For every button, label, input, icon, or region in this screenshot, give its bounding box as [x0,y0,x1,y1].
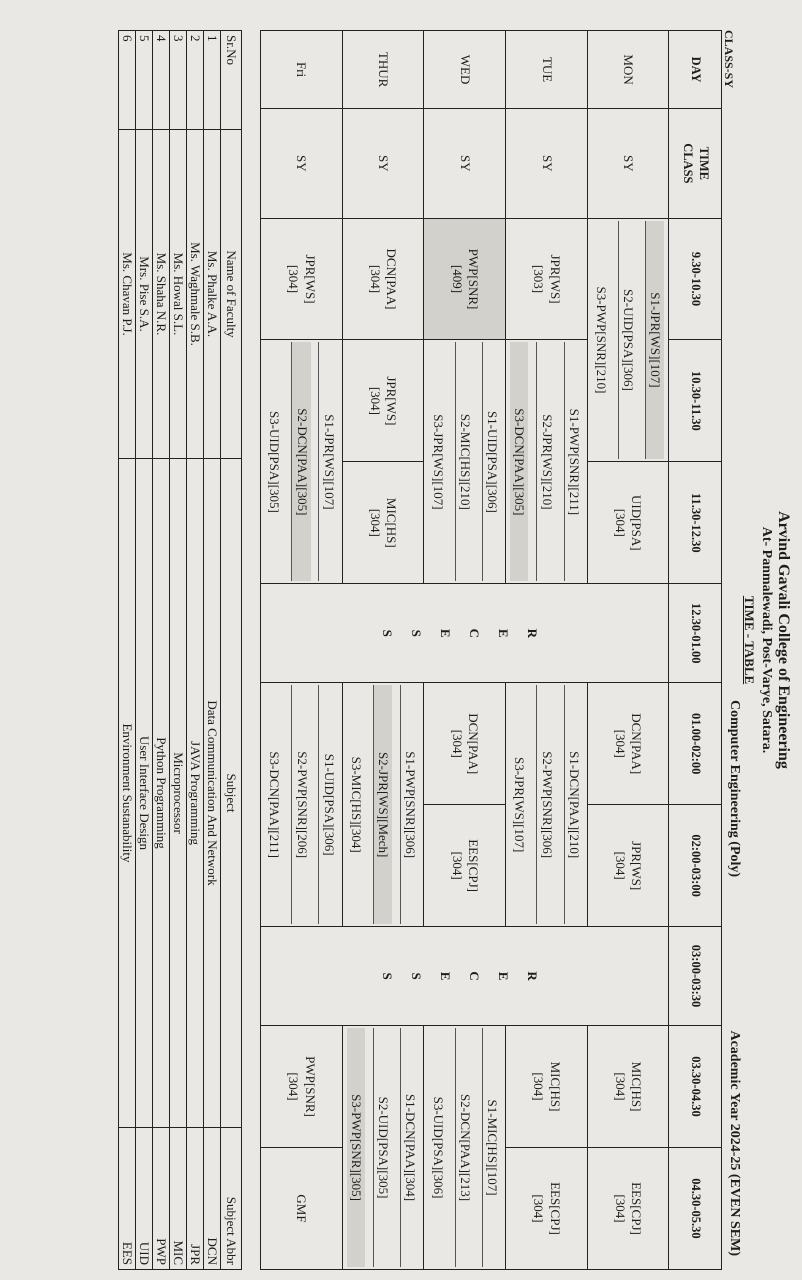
lecture-cell [261,340,343,584]
subject-name: Environment Sustanability [119,459,136,1128]
faculty-name: Ms. Shaha N.R. [153,130,170,459]
slot-header: 12.30-01.00 [669,584,722,683]
recess-letter: E [438,628,454,638]
batch-entry: S1-MIC[HS][107] [482,1028,501,1267]
lecture-cell [342,1026,424,1270]
class-cell: SY [587,109,669,218]
college-name: Arvind Gavali College of Engineering [775,511,792,769]
slot-header: 04.30-05.30 [669,1147,722,1269]
subject-code: JPR[WS] [629,841,645,891]
faculty-name: Ms. Phalke A.A. [204,130,221,459]
lecture-cell [587,1147,669,1269]
timetable-header-row [669,31,722,1270]
recess-letter: R [525,971,541,981]
col-header: Subject [221,459,242,1128]
day-cell: THUR [342,31,424,109]
faculty-row [204,31,221,1270]
faculty-name: Ms. Waghmale S.B. [187,130,204,459]
lecture-cell [342,218,424,340]
faculty-name: Ms. Howal S.L. [170,130,187,459]
subject-code: JPR[WS] [302,254,318,304]
batch-entry: S2-UID[PSA][306] [618,221,637,460]
lecture-cell [506,1147,588,1269]
recess-letter: E [438,971,454,981]
lecture-cell [587,218,669,462]
subject-code: MIC[HS] [384,497,400,548]
subject-code: DCN[PAA] [466,713,482,775]
department-name: Computer Engineering (Poly) [727,700,742,878]
faculty-row [136,31,153,1270]
lecture-cell [261,1026,343,1148]
subject-code: MIC[HS] [547,1061,563,1112]
batch-entry: S2-MIC[HS][210] [455,342,474,581]
day-cell: TUE [506,31,588,109]
room-number: [303] [531,264,547,294]
subject-name: JAVA Programming [187,459,204,1128]
sr-no: 5 [136,31,153,130]
subject-name: Python Programming [153,459,170,1128]
class-header: CLASS [681,143,696,184]
room-number: [304] [286,1072,302,1101]
lecture-cell [424,340,506,584]
faculty-row [170,31,187,1270]
room-number: [304] [531,1194,547,1223]
recess-letter: E [496,628,512,638]
room-number: [304] [531,1072,547,1101]
lecture-cell [342,340,424,462]
batch-entry: S3-UID[PSA][305] [267,410,283,513]
subject-code: DCN[PAA] [629,713,645,775]
batch-entry: S3-MIC[HS][304] [349,756,364,853]
lecture-cell [424,1026,506,1270]
batch-entry: S3-JPR[WS][107] [430,414,446,510]
lunch-recess-cell [261,584,669,683]
lecture-cell [587,1026,669,1148]
college-address: At- Panmalewadi, Post-Varye, Satara. [759,526,774,754]
faculty-row [187,31,204,1270]
slot-header: 9.30-10.30 [669,218,722,340]
recess-letter: S [380,972,396,980]
timetable-row-mon [587,31,669,1270]
room-number: [304] [449,851,465,880]
subject-code: UID[PSA] [629,495,645,551]
lecture-cell [261,218,343,340]
document-title: TIME - TABLE [742,595,757,685]
faculty-row [119,31,136,1270]
faculty-name: Mrs. Pise S.A. [136,130,153,459]
subject-abbr: PWP [153,1128,170,1270]
lecture-cell [587,683,669,805]
subject-code: PWP[SNR] [466,248,482,310]
recess-letter: C [467,628,483,638]
subject-name: User Interface Design [136,459,153,1128]
batch-entry: S1-DCN[PAA][210] [564,685,583,924]
lecture-cell [587,462,669,584]
batch-entry: S3-DCN[PAA][305] [510,342,528,581]
room-number: [304] [368,386,384,415]
col-header: Name of Faculty [221,130,242,459]
room-number: [304] [368,508,384,537]
col-header: Sr.No [221,31,242,130]
faculty-table [118,30,242,1270]
batch-entry: S3-PWP[SNR][305] [347,1028,365,1267]
lecture-cell [424,683,506,805]
class-cell: SY [506,109,588,218]
room-number: [304] [613,851,629,880]
batch-entry: S1-DCN[PAA][304] [400,1028,419,1267]
slot-header: 01.00-02:00 [669,683,722,805]
batch-entry: S3-PWP[SNR][210] [594,286,610,394]
subject-code: JPR[WS] [547,254,563,304]
batch-entry: S1-PWP[SNR][211] [564,342,583,581]
class-label: CLASS-SY [722,30,736,89]
subject-abbr: UID [136,1128,153,1270]
recess-letter: C [467,971,483,981]
batch-entry: S2-PWP[SNR][206] [291,685,310,924]
batch-entry: S2-JPR[WS][Mech] [373,685,392,924]
recess-letter: S [409,972,425,980]
subject-name: Microprocessor [170,459,187,1128]
subject-code: JPR[WS] [384,376,400,426]
faculty-name: Ms. Chavan P.J. [119,130,136,459]
batch-entry: S2-JPR[WS][210] [536,342,555,581]
room-number: [304] [286,264,302,294]
subject-abbr: EES [119,1128,136,1270]
slot-header: 02:00-03:00 [669,805,722,927]
slot-header: 03.30-04.30 [669,1026,722,1148]
time-header: TIME [696,146,711,181]
sr-no: 3 [170,31,187,130]
recess-letter: R [525,628,541,638]
lecture-cell [424,805,506,927]
tea-recess-cell [261,927,669,1026]
subject-code: EES[CPJ] [466,839,482,892]
batch-entry: S3-JPR[WS][107] [512,756,528,853]
room-number: [304] [368,264,384,294]
lecture-cell [587,805,669,927]
slot-header: 03:00-03:30 [669,927,722,1026]
lecture-cell [506,683,588,927]
class-cell: SY [261,109,343,218]
recess-letter: S [409,629,425,637]
class-cell: SY [424,109,506,218]
room-number: [304] [449,729,465,758]
lecture-cell [261,683,343,927]
day-cell: MON [587,31,669,109]
lecture-cell [424,218,506,340]
batch-entry: S3-UID[PSA][306] [430,1096,446,1199]
room-number: [304] [613,1072,629,1101]
subject-abbr: MIC [170,1128,187,1270]
lecture-cell [342,462,424,584]
subject-code: GMF [294,1194,310,1223]
sr-no: 4 [153,31,170,130]
subject-code: MIC[HS] [629,1061,645,1112]
day-cell: Fri [261,31,343,109]
lecture-cell [506,1026,588,1148]
recess-letter: E [496,971,512,981]
subject-code: EES[CPJ] [547,1182,563,1235]
batch-entry: S3-DCN[PAA][211] [267,751,283,858]
batch-entry: S2-PWP[SNR][306] [536,685,555,924]
subject-code: DCN[PAA] [384,248,400,310]
time-class-header [669,109,722,218]
lecture-cell [506,340,588,584]
subject-abbr: DCN [204,1128,221,1270]
batch-entry: S2-UID[PSA][305] [373,1028,392,1267]
lecture-cell [261,1147,343,1269]
recess-letter: S [380,629,396,637]
lecture-cell [342,683,424,927]
day-cell: WED [424,31,506,109]
day-header: DAY [669,31,722,109]
batch-entry: S1-UID[PSA][306] [482,342,501,581]
sr-no: 2 [187,31,204,130]
class-cell: SY [342,109,424,218]
batch-entry: S1-JPR[WS][107] [319,342,338,581]
timetable-grid [260,30,722,1270]
subject-code: EES[CPJ] [629,1182,645,1235]
slot-header: 11.30-12.30 [669,462,722,584]
batch-entry: S1-PWP[SNR][306] [400,685,419,924]
subject-code: PWP[SNR] [302,1056,318,1117]
batch-entry: S1-UID[PSA][306] [319,685,338,924]
faculty-header-row [221,31,242,1270]
room-number: [304] [613,1194,629,1223]
room-number: [304] [613,508,629,537]
sr-no: 6 [119,31,136,130]
batch-entry: S1-JPR[WS][107] [645,221,664,460]
lecture-cell [506,218,588,340]
academic-year: Academic Year 2024-25 (EVEN SEM) [727,1030,742,1256]
room-number: [409] [449,264,465,294]
slot-header: 10.30-11.30 [669,340,722,462]
batch-entry: S2-DCN[PAA][305] [291,342,310,581]
subject-abbr: JPR [187,1128,204,1270]
sr-no: 1 [204,31,221,130]
batch-entry: S2-DCN[PAA][213] [455,1028,474,1267]
room-number: [304] [613,729,629,758]
faculty-row [153,31,170,1270]
col-header: Subject Abbr [221,1128,242,1270]
subject-name: Data Communication And Network [204,459,221,1128]
